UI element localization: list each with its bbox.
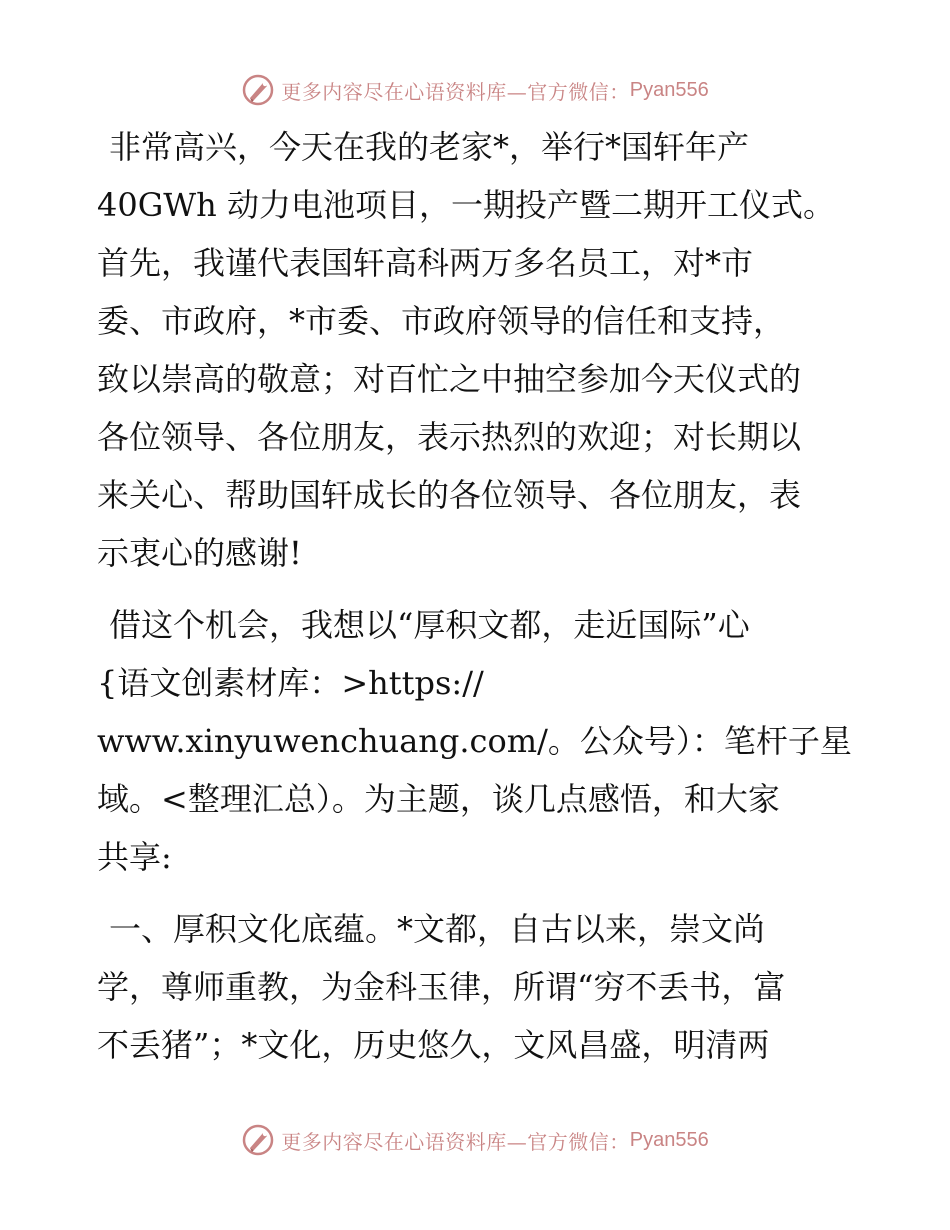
text-line: 不丢猪”；*文化，历史悠久，文风昌盛，明清两 (97, 1026, 770, 1064)
text-line: 非常高兴，今天在我的老家*，举行*国轩年产 (109, 128, 750, 166)
text-line: 致以崇高的敬意；对百忙之中抽空参加今天仪式的 (97, 360, 802, 398)
watermark-text: 更多内容尽在心语资料库—官方微信： (281, 1129, 630, 1154)
paragraph-1 (97, 118, 857, 582)
footer-watermark (0, 1120, 950, 1160)
text-line: 一、厚积文化底蕴。*文都，自古以来，崇文尚 (109, 910, 766, 948)
text-line: 委、市政府，*市委、市政府领导的信任和支持， (97, 302, 786, 340)
paragraph-spacer (97, 582, 857, 596)
text-line: 示衷心的感谢! (97, 534, 302, 572)
paragraph-2 (97, 596, 857, 886)
pen-logo-icon (241, 1123, 275, 1157)
text-line: 40GWh 动力电池项目，一期投产暨二期开工仪式。 (97, 186, 835, 224)
document-body (97, 118, 857, 1074)
watermark-text: 更多内容尽在心语资料库—官方微信： (281, 79, 630, 104)
paragraph-spacer (97, 886, 857, 900)
text-line: {语文创素材库：>https:// (97, 664, 484, 702)
pen-logo-icon (241, 73, 275, 107)
text-line: 来关心、帮助国轩成长的各位领导、各位朋友，表 (97, 476, 802, 514)
text-line: 首先，我谨代表国轩高科两万多名员工，对*市 (97, 244, 754, 282)
text-line: 借这个机会，我想以“厚积文都，走近国际”心 (109, 606, 750, 644)
paragraph-3 (97, 900, 857, 1074)
watermark-wechat-id: Pyan556 (629, 1128, 709, 1151)
watermark-wechat-id: Pyan556 (629, 78, 709, 101)
text-line: 共享: (97, 838, 172, 876)
text-line: www.xinyuwenchuang.com/。公众号）：笔杆子星 (97, 722, 852, 760)
header-watermark (0, 70, 950, 110)
text-line: 学，尊师重教，为金科玉律，所谓“穷不丢书，富 (97, 968, 786, 1006)
text-line: 域。<整理汇总）。为主题，谈几点感悟，和大家 (97, 780, 780, 818)
text-line: 各位领导、各位朋友，表示热烈的欢迎；对长期以 (97, 418, 802, 456)
